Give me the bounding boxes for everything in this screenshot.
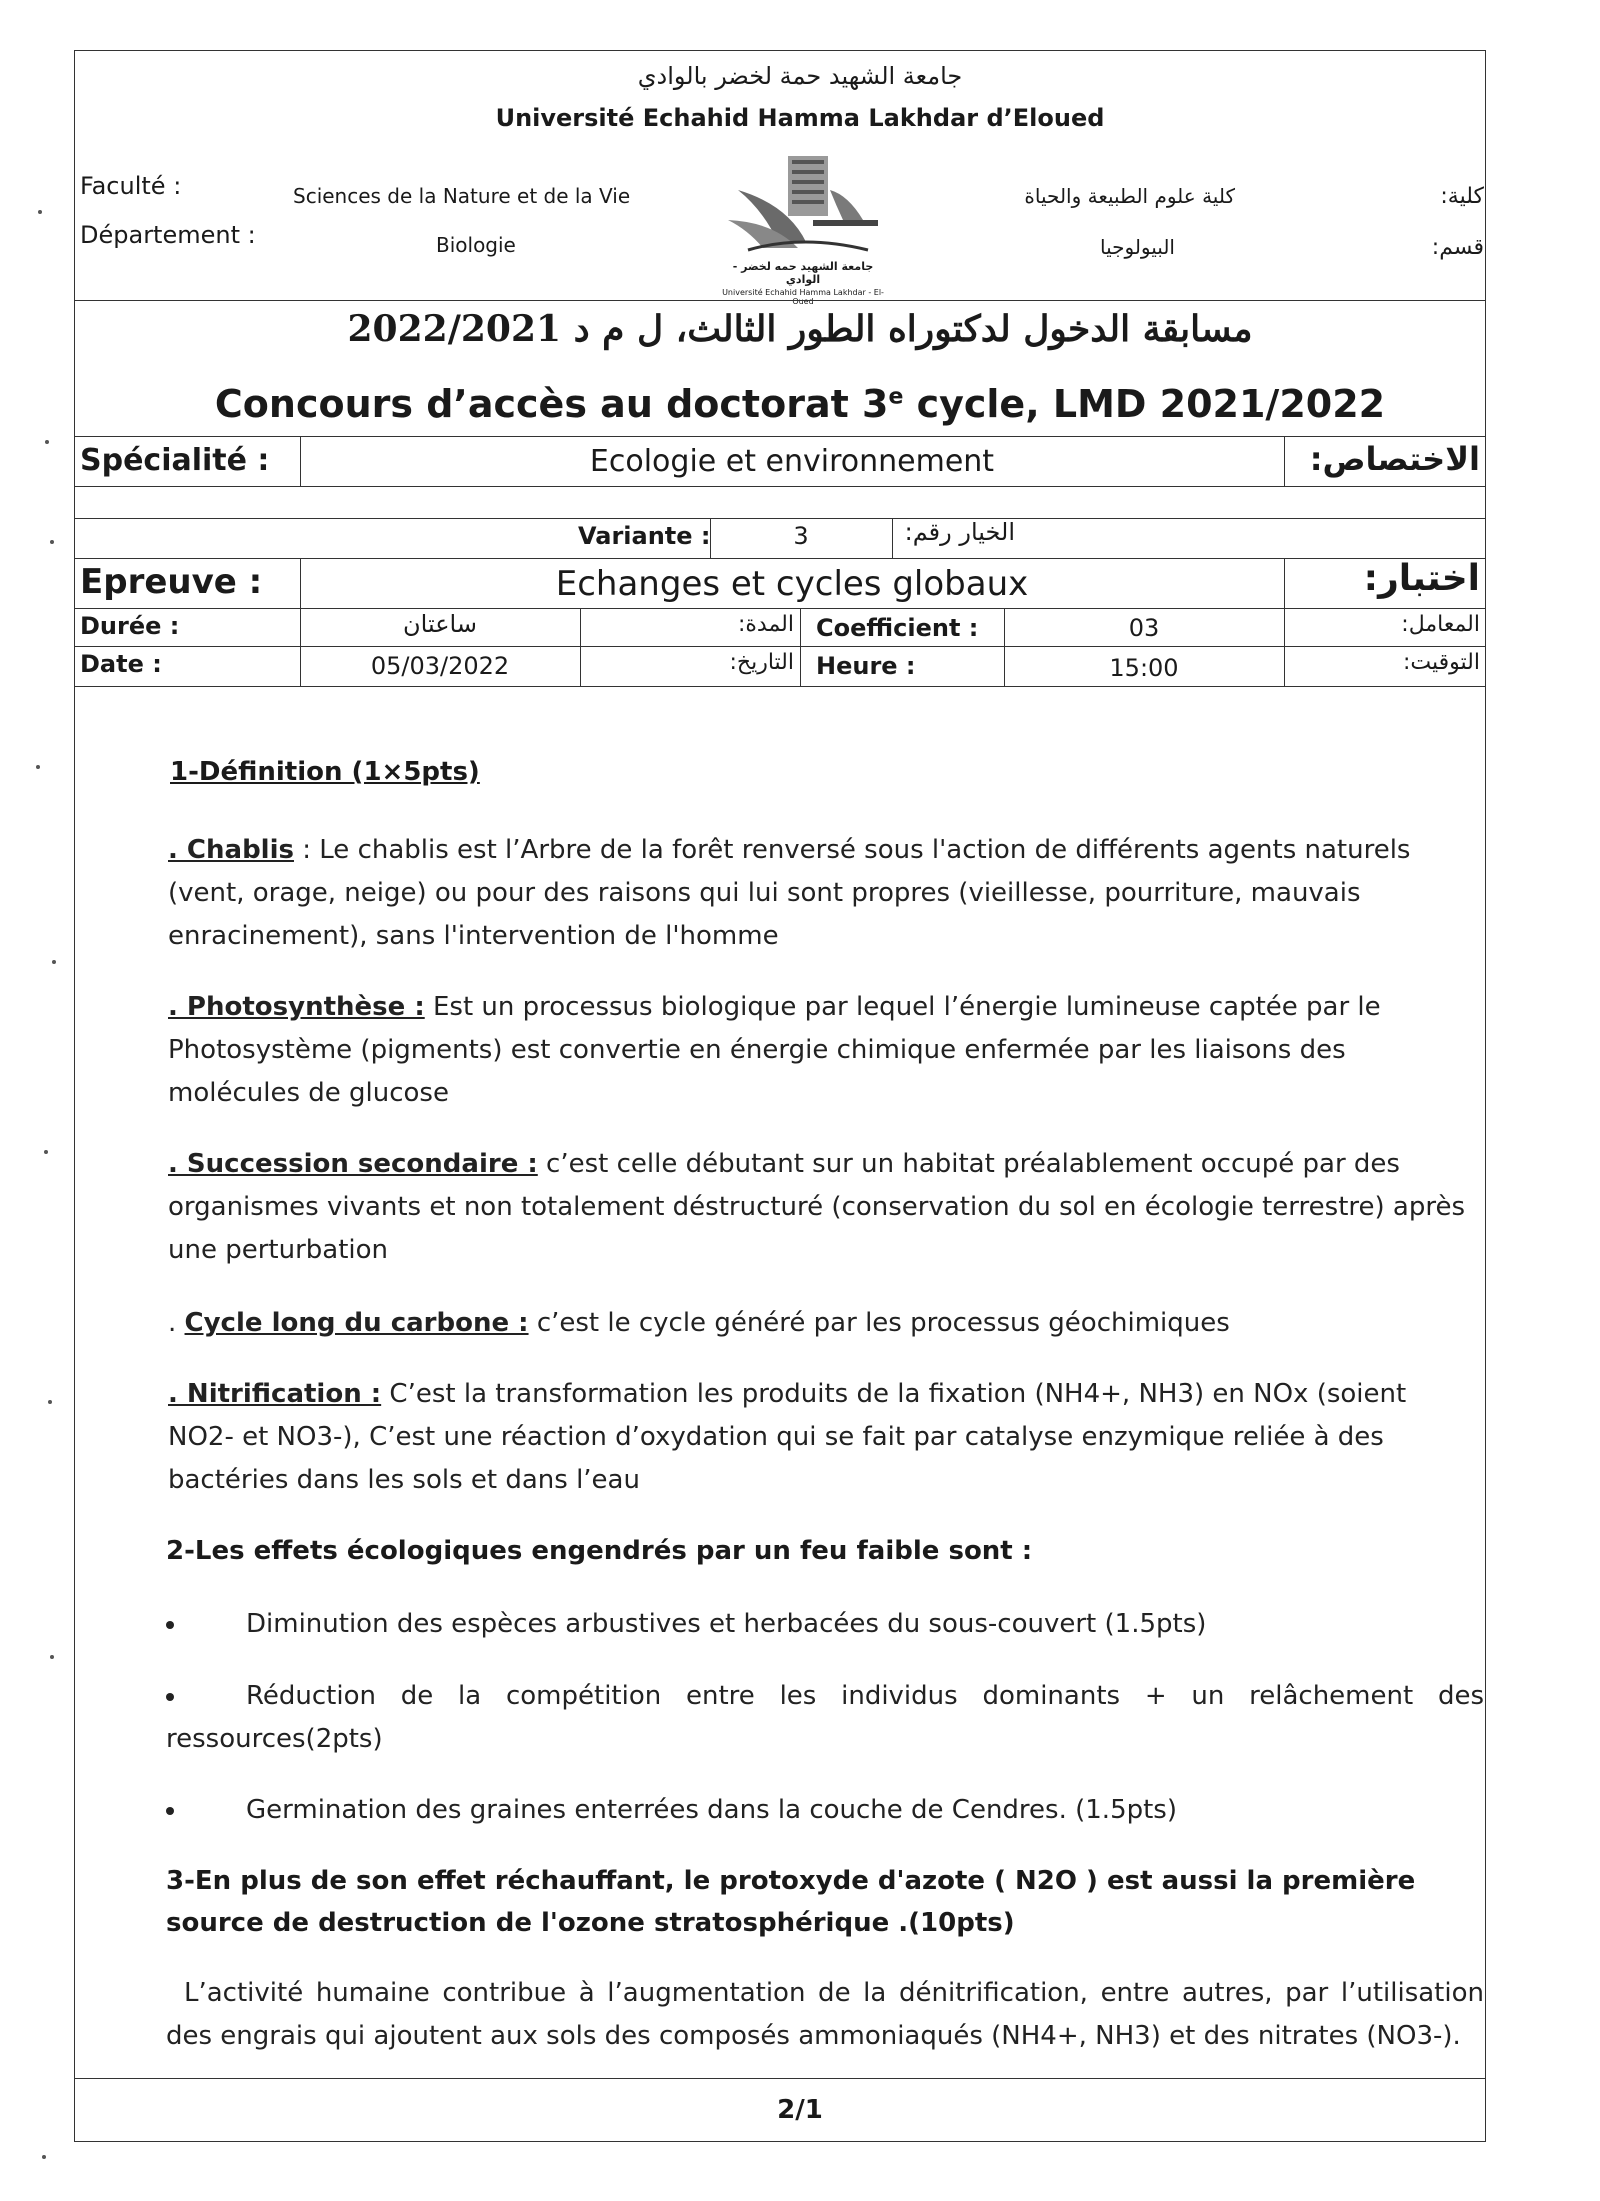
page-number: 2/1 <box>777 2095 823 2125</box>
table-line <box>74 608 1486 609</box>
definition-term: . Succession secondaire : <box>168 1149 538 1179</box>
definition-separator: : <box>293 835 320 865</box>
university-name-arabic: جامعة الشهيد حمة لخضر بالوادي <box>637 62 963 90</box>
logo-caption-french: Université Echahid Hamma Lakhdar - El-Oued <box>722 288 884 306</box>
table-line <box>74 646 1486 647</box>
title-french-part2: cycle, LMD 2021/2022 <box>903 382 1386 426</box>
definition-text: c’est le cycle généré par les processus géochimiques <box>536 1308 1230 1338</box>
university-logo <box>718 150 888 306</box>
table-line <box>1284 558 1285 686</box>
scan-speck <box>44 1150 48 1154</box>
definition-cycle-long-carbone <box>168 1302 1478 1345</box>
table-line <box>74 558 1486 559</box>
variant-value: 3 <box>793 522 809 550</box>
scan-speck <box>52 960 56 964</box>
definition-prefix: . <box>168 1308 185 1338</box>
scan-speck <box>50 540 54 544</box>
title-french-part1: Concours d’accès au doctorat 3 <box>214 382 889 426</box>
definition-nitrification <box>168 1373 1478 1502</box>
scan-speck <box>42 2155 46 2159</box>
definition-succession-secondaire <box>168 1143 1478 1272</box>
scan-speck <box>36 765 40 769</box>
definition-term: . Chablis <box>168 835 294 865</box>
date-arabic: التاريخ: <box>729 650 794 675</box>
definition-term: . Photosynthèse : <box>168 992 425 1022</box>
table-line <box>74 686 1486 687</box>
question-1-title: 1-Définition (1×5pts) <box>170 757 480 787</box>
table-line <box>800 608 801 686</box>
exam-arabic: اختبار: <box>1363 558 1480 599</box>
definition-text: Est un processus biologique par lequel l’énergie lumineuse captée par le Photosystème (pigments) est convertie en énergie chimique enfermée par les liaisons des molécules de glucose <box>168 992 1381 1108</box>
q2-list-item <box>166 1603 1484 1646</box>
title-french <box>200 382 1400 426</box>
table-line <box>74 518 1486 519</box>
definition-term: Cycle long du carbone : <box>184 1308 529 1338</box>
title-arabic: مسابقة الدخول لدكتوراه الطور الثالث، ل م د 2022/2021 <box>347 308 1253 350</box>
faculty-label: Faculté : <box>80 172 182 200</box>
coefficient-label: Coefficient : <box>816 614 979 642</box>
q2-item-text: Réduction de la compétition entre les individus dominants + un relâchement des ressources(2pts) <box>166 1681 1484 1754</box>
coefficient-arabic: المعامل: <box>1401 612 1480 637</box>
q2-list-item <box>166 1675 1484 1761</box>
time-arabic: التوقيت: <box>1403 650 1480 675</box>
faculty-value: Sciences de la Nature et de la Vie <box>293 184 631 208</box>
definition-chablis <box>168 829 1478 958</box>
faculty-arabic-label: كلية: <box>1440 184 1484 209</box>
table-line <box>74 486 1486 487</box>
definition-text: Le chablis est l’Arbre de la forêt renversé sous l'action de différents agents naturels (vent, orage, neige) ou pour des raisons qui lui sont propres (vieillesse, pourriture, mauvais enracinement), sans l'intervention de l'homme <box>168 835 1411 951</box>
exam-label: Epreuve : <box>80 562 263 602</box>
speciality-arabic: الاختصاص: <box>1309 440 1480 478</box>
scan-speck <box>45 440 49 444</box>
question-3-title: 3-En plus de son effet réchauffant, le protoxyde d'azote ( N2O ) est aussi la première source de destruction de l'ozone stratosphérique .(10pts) <box>166 1866 1416 1938</box>
variant-arabic: الخيار رقم: <box>904 518 1015 546</box>
scan-speck <box>48 1400 52 1404</box>
duration-arabic: المدة: <box>737 612 794 637</box>
duration-value: ساعتان <box>403 610 477 638</box>
scan-speck <box>38 210 42 214</box>
exam-value: Echanges et cycles globaux <box>555 564 1029 604</box>
department-arabic-label: قسم: <box>1431 235 1484 260</box>
q2-list-item <box>166 1789 1484 1832</box>
footer-divider <box>74 2078 1486 2079</box>
q2-item-text: Diminution des espèces arbustives et herbacées du sous-couvert (1.5pts) <box>246 1609 1207 1639</box>
duration-label: Durée : <box>80 612 180 640</box>
definition-text: c’est celle débutant sur un habitat préalablement occupé par des organismes vivants et non totalement déstructuré (conservation du sol en écologie terrestre) après une perturbation <box>168 1149 1466 1265</box>
department-value: Biologie <box>436 233 516 257</box>
table-line <box>580 608 581 686</box>
bullet-icon <box>166 1693 174 1701</box>
variant-label: Variante : <box>578 522 711 550</box>
question-3-text: L’activité humaine contribue à l’augmentation de la dénitrification, entre autres, par l’utilisation des engrais qui ajoutent aux sols des composés ammoniaqués (NH4+, NH3) et des nitrates (NO3-). <box>166 1978 1484 2051</box>
time-value: 15:00 <box>1109 654 1179 682</box>
definition-text: C’est la transformation les produits de la fixation (NH4+, NH3) en NOx (soient NO2- et NO3-), C’est une réaction d’oxydation qui se fait par catalyse enzymique reliée à des bactéries dans les sols et dans l’eau <box>168 1379 1407 1495</box>
table-line <box>1284 436 1285 486</box>
bullet-icon <box>166 1807 174 1815</box>
q2-item-text: Germination des graines enterrées dans la couche de Cendres. (1.5pts) <box>246 1795 1177 1825</box>
header-divider <box>74 300 1486 301</box>
title-french-superscript: e <box>888 384 904 410</box>
scan-speck <box>50 1655 54 1659</box>
date-label: Date : <box>80 650 162 678</box>
logo-caption-arabic: جامعة الشهيد حمه لخضر - الوادي <box>732 260 874 286</box>
faculty-arabic: كلية علوم الطبيعة والحياة <box>1024 184 1235 208</box>
bullet-icon <box>166 1621 174 1629</box>
definition-term: . Nitrification : <box>168 1379 382 1409</box>
time-label: Heure : <box>816 652 916 680</box>
university-name-french: Université Echahid Hamma Lakhdar d’Eloued <box>495 104 1105 132</box>
department-arabic: البيولوجيا <box>1100 235 1175 259</box>
definition-separator <box>538 1149 546 1179</box>
table-line <box>892 518 893 558</box>
definition-separator <box>425 992 433 1022</box>
question-2-title: 2-Les effets écologiques engendrés par un feu faible sont : <box>166 1536 1033 1566</box>
table-line <box>74 436 1486 437</box>
department-label: Département : <box>80 221 256 249</box>
coefficient-value: 03 <box>1128 614 1160 642</box>
speciality-label: Spécialité : <box>80 443 270 478</box>
definition-photosynthese <box>168 986 1478 1115</box>
speciality-value: Ecologie et environnement <box>589 444 995 479</box>
definition-separator <box>529 1308 537 1338</box>
date-value: 05/03/2022 <box>370 652 510 680</box>
